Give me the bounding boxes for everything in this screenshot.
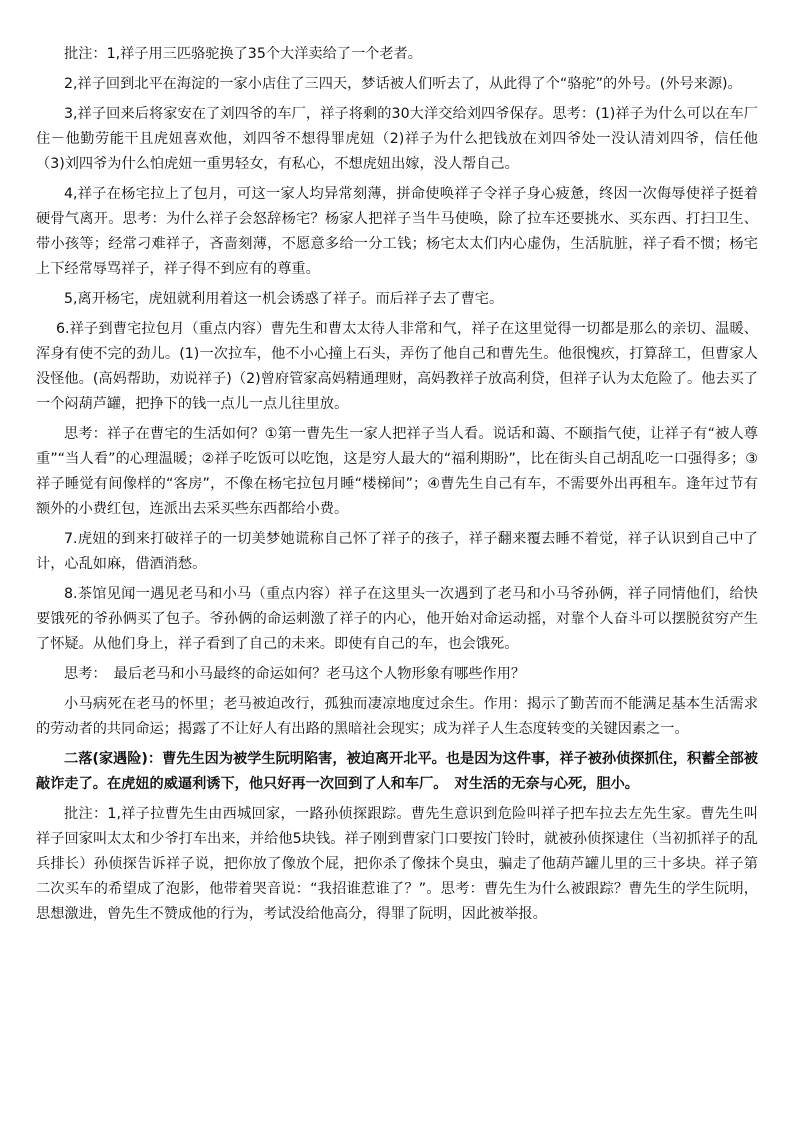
annotation-7-hu-niu: 7.虎妞的到来打破祥子的一切美梦她谎称自己怀了祥子的孩子，祥子翻来覆去睡不着觉，祥子认识到自己中了计，心乱如麻，借酒消愁。 [36,531,758,572]
annotation-second-fall: 批注：1,祥子拉曹先生由西城回家，一路孙侦探跟踪。曹先生意识到危险叫祥子把车拉去左先生家。曹先生叫祥子回家叫太太和少爷打车出来，并给他5块钱。祥子刚到曹家门口要按门铃时，就被孙侦探逮住（当初抓祥子的乱兵排长）孙侦探告诉祥子说，把你放了像放个屁，把你杀了像抹个臭虫，骗走了他葫芦罐儿里的三十多块。祥子第二次买车的希望成了泡影，他带着哭音说：“我招谁惹谁了？”。思考：曹先生为什么被跟踪？曹先生的学生阮明，思想激进，曾先生不赞成他的行为，考试没给他高分，得罪了阮明，因此被举报。 [36,806,758,922]
thinking-lao-ma-answer: 小马病死在老马的怀里；老马被迫改行，孤独而凄凉地度过余生。作用：揭示了勤苦而不能满足基本生活需求的劳动者的共同命运；揭露了不让好人有出路的黑暗社会现实；成为祥子人生态度转变的关键因素之一。 [36,696,758,737]
thinking-lao-ma-question: 思考： 最后老马和小马最终的命运如何？老马这个人物形象有哪些作用？ [64,666,526,682]
annotation-1: 批注：1,祥子用三匹骆驼换了35个大洋卖给了一个老者。 [64,46,422,62]
annotation-2-nickname: 2,祥子回到北平在海淀的一家小店住了三四天，梦话被人们听去了，从此得了个“骆驼”的外号。(外号来源)。 [64,76,742,92]
thinking-cao-life: 思考：祥子在曹宅的生活如何？①第一曹先生一家人把祥子当人看。说话和蔼、不颐指气使，让祥子有“被人尊重”“当人看”的心理温暖；②祥子吃饭可以吃饱，这是穷人最大的“福利期盼”，比在街头自己胡乱吃一口强得多；③祥子睡觉有间像样的“客房”，不像在杨宅拉包月睡“楼梯间”；④曹先生自己有车，不需要外出再租车。逢年过节有额外的小费红包，连派出去采买些东西都给小费。 [36,426,758,517]
annotation-6-cao-house: 6.祥子到曹宅拉包月（重点内容）曹先生和曹太太待人非常和气，祥子在这里觉得一切都是那么的亲切、温暖、浑身有使不完的劲儿。(1)一次拉车，他不小心撞上石头，弄伤了他自己和曹先生。他很愧疚，打算辞工，但曹家人没怪他。(高妈帮助，劝说祥子)（2)曾府管家高妈精通理财，高妈教祥子放高利贷，但祥子认为太危险了。他去买了一个闷葫芦罐，把挣下的钱一点儿一点儿往里放。 [36,321,758,412]
annotation-4-yang-house: 4,祥子在杨宅拉上了包月，可这一家人均异常刻薄，拼命使唤祥子令祥子身心疲惫，终因一次侮辱使祥子挺着硬骨气离开。思考：为什么祥子会怒辞杨宅？杨家人把祥子当牛马使唤，除了拉车还要挑水、买东西、打扫卫生、带小孩等；经常刁难祥子，吝啬刻薄，不愿意多给一分工钱；杨宅太太们内心虚伪，生活肮脏，祥子看不惯；杨宅上下经常辱骂祥子，祥子得不到应有的尊重。 [36,186,758,277]
annotation-5-leave-yang: 5,离开杨宅，虎妞就利用着这一机会诱惑了祥子。而后祥子去了曹宅。 [64,291,504,307]
section-second-fall: 二落(家遇险)：曹先生因为被学生阮明陷害，被迫离开北平。也是因为这件事，祥子被孙侦探抓住，积蓄全部被敲诈走了。在虎妞的威逼利诱下，他只好再一次回到了人和车厂。 对生活的无奈与心死，胆小。 [36,751,758,792]
annotation-3-liusiye-garage: 3,祥子回来后将家安在了刘四爷的车厂，祥子将剩的30大洋交给刘四爷保存。思考：(1)祥子为什么可以在车厂住－他勤劳能干且虎妞喜欢他，刘四爷不想得罪虎妞（2)祥子为什么把钱放在刘四爷处一没认清刘四爷，信任他（3)刘四爷为什么怕虎妞一重男轻女，有私心，不想虎妞出嫁，没人帮自己。 [36,106,758,172]
annotation-8-teahouse: 8.茶馆见闻一遇见老马和小马（重点内容）祥子在这里头一次遇到了老马和小马爷孙俩，祥子同情他们，给快要饿死的爷孙俩买了包子。爷孙俩的命运刺激了祥子的内心，他开始对命运动摇，对靠个人奋斗可以摆脱贫穷产生了怀疑。从他们身上，祥子看到了自己的未来。即使有自己的车，也会饿死。 [36,586,758,652]
